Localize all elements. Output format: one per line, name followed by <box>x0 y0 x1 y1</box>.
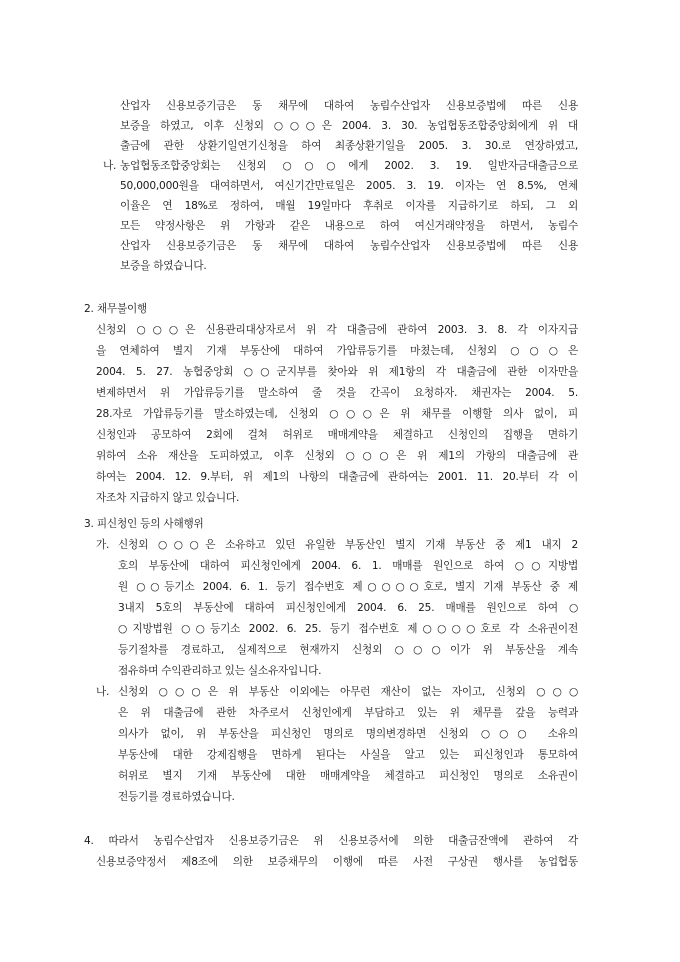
paragraph-line: 호의 부동산에 대하여 피신청인에게 2004. 6. 1. 매매를 원인으로 하여 ○○지방법 <box>118 560 578 572</box>
paragraph-line: 신청외 ○○○은 신용관리대상자로서 위 각 대출금에 관하여 2003. 3. 8. 각 이자지급 <box>96 324 578 336</box>
paragraph-line: 부동산에 대한 강제집행을 면하게 된다는 사실을 알고 있는 피신청인과 통모하여 <box>118 749 578 761</box>
paragraph-line: 변제하면서 위 가압류등기를 말소하여 줄 것을 간곡이 요청하자. 채권자는 2004. 5. <box>96 387 578 399</box>
section-heading: 2. 채무불이행 <box>84 303 148 315</box>
paragraph-line: ○지방법원 ○○등기소 2002. 6. 25. 등기 접수번호 제○○○○호로 각 소유권이전 <box>118 623 578 635</box>
paragraph-line: 신청외 ○○○은 소유하고 있던 유일한 부동산인 별지 기재 부동산 중 제1 내지 2 <box>118 539 578 551</box>
paragraph-line: 허위로 별지 기재 부동산에 대한 매매계약을 체결하고 피신청인 명의로 소유권이 <box>118 770 578 782</box>
section-heading: 3. 피신청인 등의 사해행위 <box>84 518 204 530</box>
paragraph-line: 산업자 신용보증기금은 동 채무에 대하여 농림수산업자 신용보증법에 따른 신용 <box>120 100 578 112</box>
paragraph-line: 자조차 지급하지 않고 있습니다. <box>96 492 240 504</box>
paragraph-line: 등기절차를 경료하고, 실제적으로 현재까지 신청외 ○○○이가 위 부동산을 계속 <box>118 644 578 656</box>
paragraph-line: 보증을 하였고, 이후 신청외 ○○○은 2004. 3. 30. 농업협동조합중앙회에게 위 대 <box>120 120 578 132</box>
paragraph-line: 이율은 연 18%로 정하여, 매월 19일마다 후취로 이자를 지급하기로 하되, 그 외 <box>120 200 578 212</box>
paragraph-line: 출금에 관한 상환기일연기신청을 하여 최종상환기일을 2005. 3. 30.로 연장하였고, <box>120 140 578 152</box>
paragraph-line: 3내지 5호의 부동산에 대하여 피신청인에게 2004. 6. 25. 매매를 원인으로 하여 ○ <box>118 602 578 614</box>
item-marker: 나. <box>103 160 117 172</box>
item-marker: 가. <box>96 539 110 551</box>
paragraph-line: 의사가 없이, 위 부동산을 피신청인 명의로 명의변경하면 신청외 ○○○ 소유의 <box>118 728 578 740</box>
paragraph-line: 신청외 ○○○은 위 부동산 이외에는 아무런 재산이 없는 자이고, 신청외 ○○○ <box>118 686 578 698</box>
paragraph-line: 점유하며 수익관리하고 있는 실소유자입니다. <box>118 665 322 677</box>
paragraph-line: 은 위 대출금에 관한 차주로서 신청인에게 부담하고 있는 위 채무를 갚을 능력과 <box>118 707 578 719</box>
paragraph-line: 보증을 하였습니다. <box>120 260 207 272</box>
paragraph-line: 산업자 신용보증기금은 동 채무에 대하여 농림수산업자 신용보증법에 따른 신용 <box>120 240 578 252</box>
paragraph-line: 을 연체하여 별지 기재 부동산에 대하여 가압류등기를 마쳤는데, 신청외 ○○○은 <box>96 345 578 357</box>
paragraph-line: 28.자로 가압류등기를 말소하였는데, 신청외 ○○○은 위 채무를 이행할 의사 없이, 피 <box>96 408 578 420</box>
paragraph-line: 모든 약정사항은 위 가항과 같은 내용으로 하여 여신거래약정을 하면서, 농림수 <box>120 220 578 232</box>
paragraph-line: 위하여 소유 재산을 도피하였고, 이후 신청외 ○○○은 위 제1의 가항의 대출금에 관 <box>96 450 578 462</box>
paragraph-line: 원 ○○등기소 2004. 6. 1. 등기 접수번호 제○○○○호로, 별지 기재 부동산 중 제 <box>118 581 578 593</box>
paragraph-line: 하여는 2004. 12. 9.부터, 위 제1의 나항의 대출금에 관하여는 2001. 11. 20.부터 각 이 <box>96 471 578 483</box>
paragraph-line: 신청인과 공모하여 2회에 걸쳐 허위로 매매계약을 체결하고 신청인의 집행을 면하기 <box>96 429 578 441</box>
paragraph-line: 전등기를 경료하였습니다. <box>118 791 235 803</box>
item-marker: 나. <box>96 686 110 698</box>
paragraph-line: 50,000,000원을 대여하면서, 여신기간만료일은 2005. 3. 19. 이자는 연 8.5%, 연체 <box>120 180 578 192</box>
paragraph-line: 농업협동조합중앙회는 신청외 ○○○에게 2002. 3. 19. 일반자금대출금으로 <box>120 160 578 172</box>
paragraph-line: 신용보증약정서 제8조에 의한 보증채무의 이행에 따른 사전 구상권 행사를 농업협동 <box>96 856 578 868</box>
paragraph-line: 2004. 5. 27. 농협중앙회 ○○군지부를 찾아와 위 제1항의 각 대출금에 관한 이자만을 <box>96 366 578 378</box>
paragraph-line: 4. 따라서 농림수산업자 신용보증기금은 위 신용보증서에 의한 대출금잔액에 관하여 각 <box>84 835 578 847</box>
